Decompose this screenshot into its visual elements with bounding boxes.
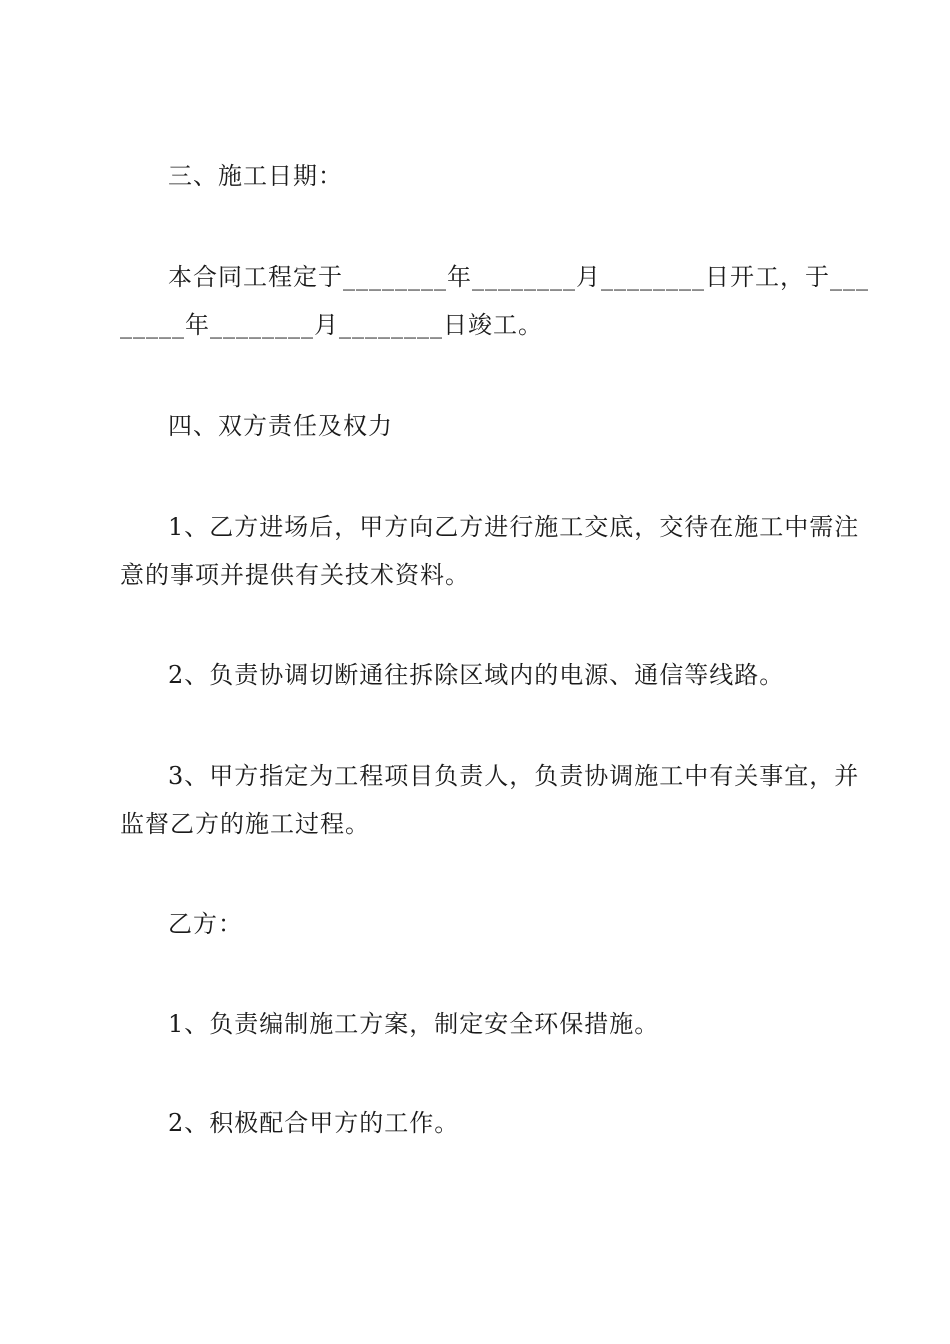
text-line: _____年________月________日竣工。 [120, 311, 543, 339]
text-line: 乙方： [168, 910, 243, 938]
text-line: 四、双方责任及权力 [168, 412, 393, 440]
text-line: 3、甲方指定为工程项目负责人，负责协调施工中有关事宜，并 [168, 762, 860, 790]
text-line: 三、施工日期： [168, 162, 343, 190]
text-line: 1、负责编制施工方案，制定安全环保措施。 [168, 1010, 660, 1038]
text-line: 1、乙方进场后，甲方向乙方进行施工交底，交待在施工中需注 [168, 513, 860, 541]
text-line: 本合同工程定于________年________月________日开工，于___ [168, 263, 869, 291]
text-line: 意的事项并提供有关技术资料。 [120, 561, 470, 589]
text-line: 监督乙方的施工过程。 [120, 810, 370, 838]
paragraph-party-a-item-3 [120, 752, 860, 848]
paragraph-party-a-item-1 [120, 503, 860, 599]
text-line: 2、积极配合甲方的工作。 [168, 1109, 460, 1137]
paragraph-party-a-item-2 [120, 651, 832, 699]
section-heading-construction-date [120, 152, 832, 200]
paragraph-construction-dates [120, 253, 869, 349]
paragraph-party-b-item-1 [120, 1000, 832, 1048]
section-heading-responsibilities [120, 402, 832, 450]
text-line: 2、负责协调切断通往拆除区域内的电源、通信等线路。 [168, 661, 785, 689]
paragraph-party-b-item-2 [120, 1099, 832, 1147]
section-heading-party-b [120, 900, 832, 948]
